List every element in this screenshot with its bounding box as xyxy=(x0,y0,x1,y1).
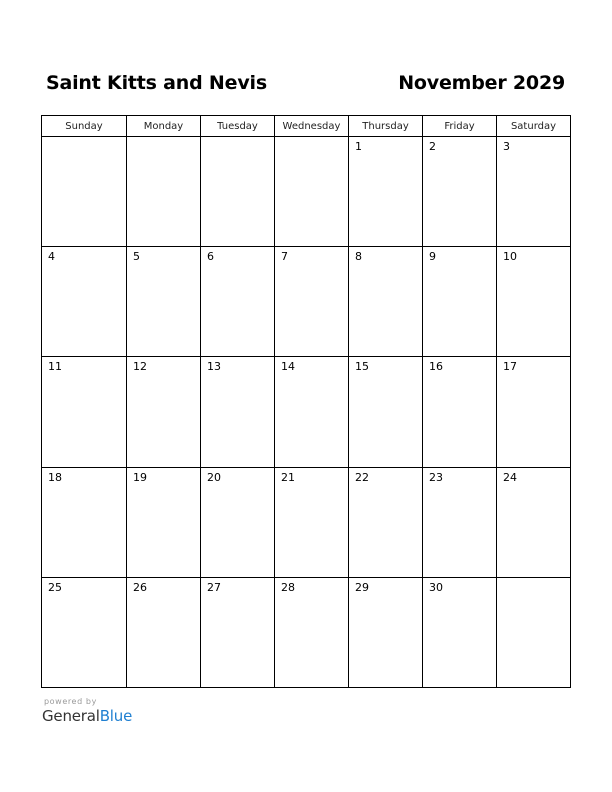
day-cell xyxy=(275,137,349,247)
day-number: 7 xyxy=(281,250,288,264)
day-number: 30 xyxy=(429,580,443,594)
day-number: 22 xyxy=(355,470,369,484)
week-row xyxy=(42,357,571,467)
day-cell xyxy=(127,467,201,577)
weekday-monday: Monday xyxy=(127,116,201,137)
day-number: 21 xyxy=(281,470,295,484)
day-number xyxy=(275,137,348,140)
day-number: 10 xyxy=(503,250,517,264)
day-number xyxy=(127,137,200,140)
day-number: 19 xyxy=(133,470,147,484)
day-cell xyxy=(349,247,423,357)
day-cell xyxy=(349,137,423,247)
day-cell xyxy=(201,467,275,577)
day-number: 3 xyxy=(503,140,510,153)
day-number: 20 xyxy=(207,470,221,484)
day-number: 5 xyxy=(133,250,140,264)
day-number xyxy=(497,578,570,581)
day-number: 17 xyxy=(503,360,517,374)
day-cell xyxy=(42,247,127,357)
day-number: 13 xyxy=(207,360,221,374)
day-cell xyxy=(423,137,497,247)
day-number: 27 xyxy=(207,580,221,594)
powered-by-text: powered by xyxy=(44,697,97,706)
day-cell xyxy=(497,137,571,247)
day-cell xyxy=(497,247,571,357)
weekday-thursday: Thursday xyxy=(349,116,423,137)
day-number: 23 xyxy=(429,470,443,484)
weekday-header-row xyxy=(42,116,571,137)
day-cell xyxy=(349,577,423,687)
day-number xyxy=(201,137,274,140)
day-cell xyxy=(423,467,497,577)
weekday-friday: Friday xyxy=(423,116,497,137)
day-cell xyxy=(423,577,497,687)
day-cell xyxy=(42,577,127,687)
day-cell xyxy=(201,577,275,687)
day-cell xyxy=(423,247,497,357)
day-cell xyxy=(497,467,571,577)
day-cell xyxy=(127,577,201,687)
day-number: 24 xyxy=(503,470,517,484)
day-number: 25 xyxy=(48,580,62,594)
day-cell xyxy=(127,357,201,467)
day-cell xyxy=(42,357,127,467)
day-cell xyxy=(275,247,349,357)
day-number: 9 xyxy=(429,250,436,264)
day-cell xyxy=(127,247,201,357)
day-number: 12 xyxy=(133,360,147,374)
day-cell xyxy=(201,247,275,357)
week-row xyxy=(42,577,571,687)
day-cell xyxy=(349,357,423,467)
day-number: 26 xyxy=(133,580,147,594)
day-cell xyxy=(497,577,571,687)
logo-text-blue: Blue xyxy=(99,707,133,725)
weekday-sunday: Sunday xyxy=(42,116,127,137)
weekday-tuesday: Tuesday xyxy=(201,116,275,137)
day-cell xyxy=(349,467,423,577)
day-number: 11 xyxy=(48,360,62,374)
week-row xyxy=(42,247,571,357)
day-cell xyxy=(497,357,571,467)
day-cell xyxy=(275,577,349,687)
country-title: Saint Kitts and Nevis xyxy=(46,72,267,94)
calendar-grid xyxy=(41,115,571,688)
day-cell xyxy=(275,357,349,467)
week-row xyxy=(42,467,571,577)
day-number: 28 xyxy=(281,580,295,594)
day-cell xyxy=(201,137,275,247)
weekday-saturday: Saturday xyxy=(497,116,571,137)
day-cell xyxy=(42,137,127,247)
day-number: 16 xyxy=(429,360,443,374)
day-cell xyxy=(42,467,127,577)
day-cell xyxy=(275,467,349,577)
day-number: 14 xyxy=(281,360,295,374)
branding xyxy=(42,697,132,725)
day-cell xyxy=(423,357,497,467)
day-number xyxy=(42,137,126,140)
day-number: 29 xyxy=(355,580,369,594)
generalblue-logo[interactable] xyxy=(42,707,132,725)
day-number: 1 xyxy=(355,140,362,153)
day-cell xyxy=(127,137,201,247)
day-number: 6 xyxy=(207,250,214,264)
month-year-title: November 2029 xyxy=(398,72,565,94)
week-row xyxy=(42,137,571,247)
day-cell xyxy=(201,357,275,467)
day-number: 2 xyxy=(429,140,436,153)
day-number: 8 xyxy=(355,250,362,264)
day-number: 15 xyxy=(355,360,369,374)
weekday-wednesday: Wednesday xyxy=(275,116,349,137)
day-number: 4 xyxy=(48,250,55,264)
logo-text-general: General xyxy=(42,707,100,725)
day-number: 18 xyxy=(48,470,62,484)
